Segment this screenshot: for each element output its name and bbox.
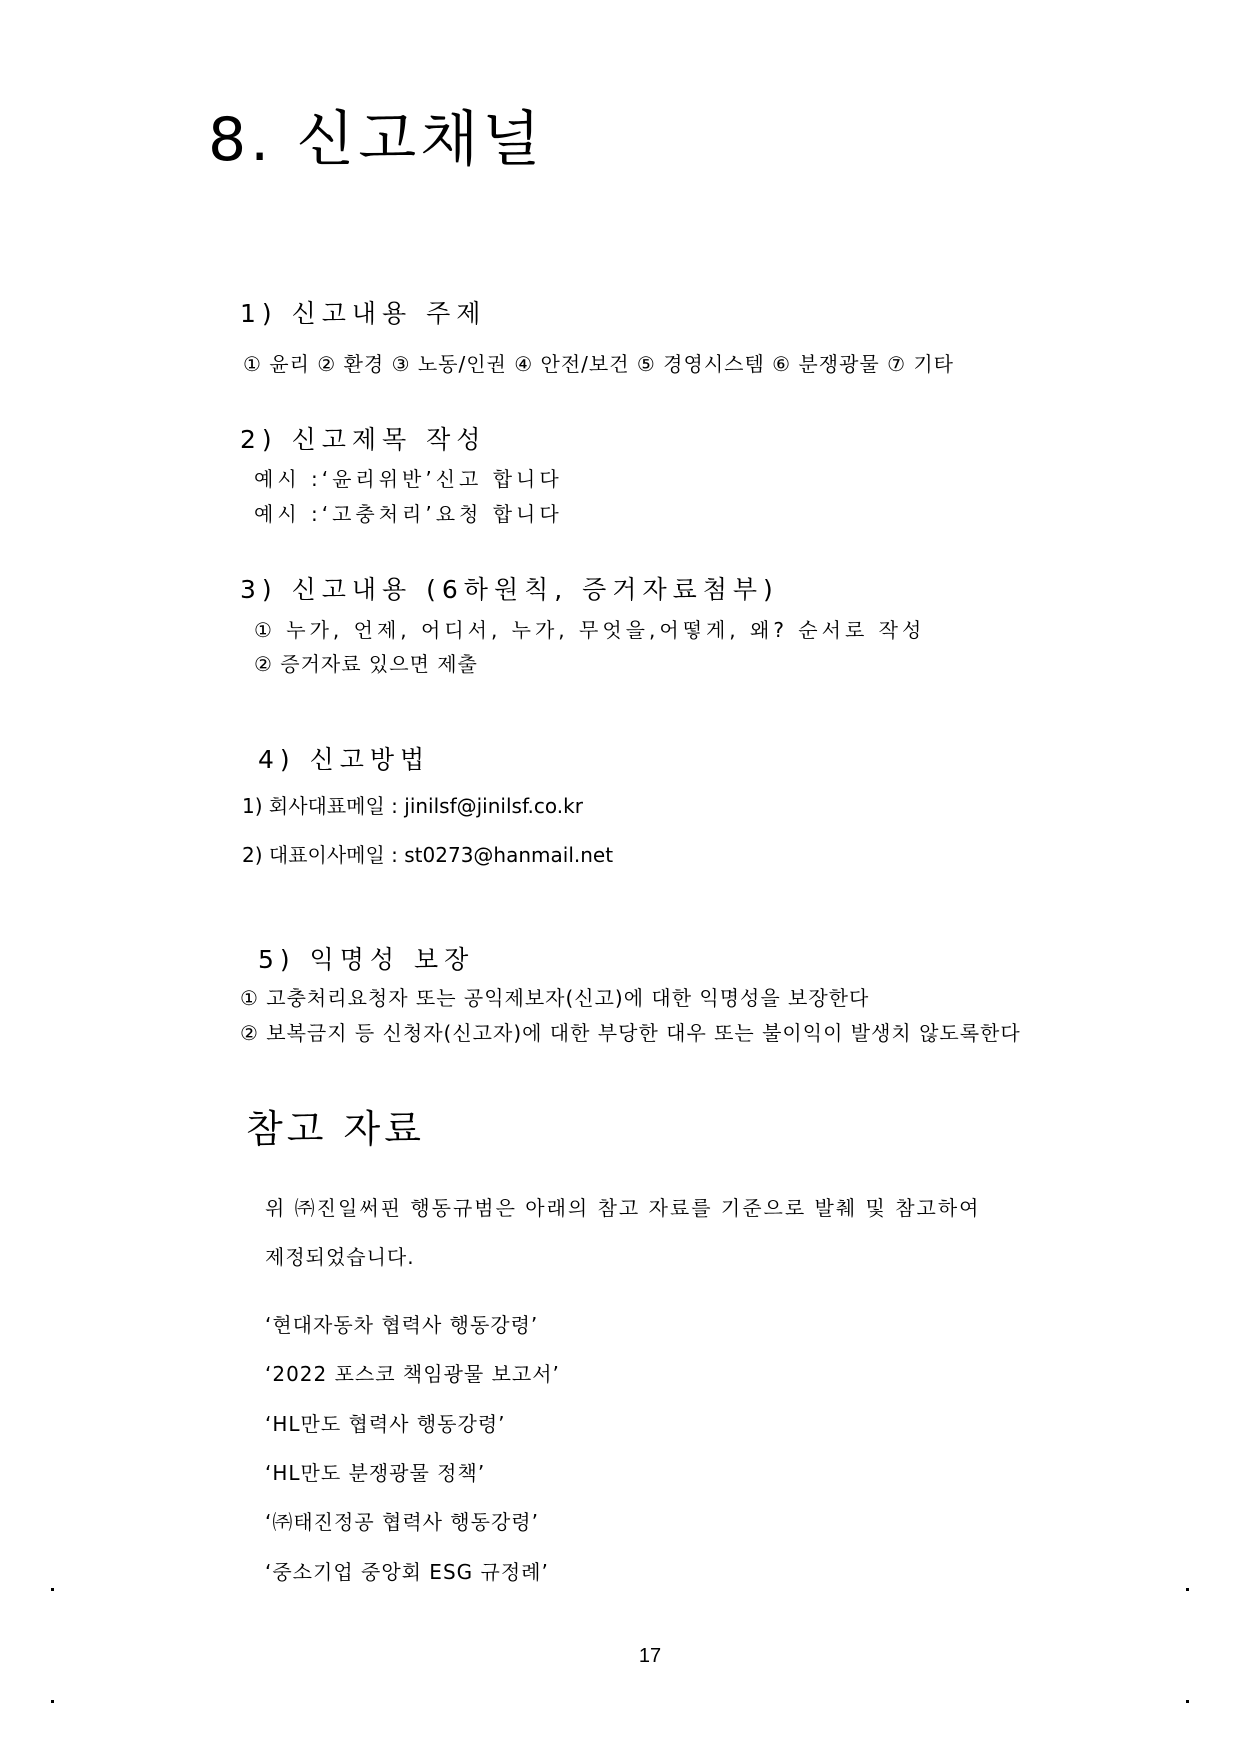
- section-5-heading: 5) 익명성 보장: [258, 945, 475, 974]
- reference-item: ‘중소기업 중앙회 ESG 규정례’: [265, 1560, 549, 1584]
- section-3-heading: 3) 신고내용 (6하원칙, 증거자료첨부): [240, 575, 779, 604]
- corner-mark: [1186, 1700, 1189, 1703]
- reference-item: ‘HL만도 분쟁광물 정책’: [265, 1461, 486, 1485]
- section-2-heading: 2) 신고제목 작성: [240, 425, 487, 454]
- reference-item: ‘현대자동차 협력사 행동강령’: [265, 1313, 539, 1337]
- section-5-line-2: ② 보복금지 등 신청자(신고자)에 대한 부당한 대우 또는 불이익이 발생치 않도록한다: [240, 1021, 1021, 1045]
- section-3-line-2: ② 증거자료 있으면 제출: [254, 652, 478, 676]
- section-4-line-2: 2) 대표이사메일 : st0273@hanmail.net: [242, 843, 614, 867]
- section-1-heading: 1) 신고내용 주제: [240, 299, 487, 328]
- page-title: 8. 신고채널: [208, 105, 545, 175]
- references-title: 참고 자료: [246, 1107, 425, 1151]
- corner-mark: [1186, 1588, 1189, 1591]
- corner-mark: [51, 1700, 54, 1703]
- corner-mark: [51, 1588, 54, 1591]
- references-intro-line-2: 제정되었습니다.: [265, 1245, 415, 1269]
- reference-item: ‘HL만도 협력사 행동강령’: [265, 1412, 506, 1436]
- reference-item: ‘2022 포스코 책임광물 보고서’: [265, 1362, 560, 1386]
- section-2-line-2: 예시 :‘고충처리’요청 합니다: [254, 502, 563, 526]
- section-1-line-1: ① 윤리 ② 환경 ③ 노동/인권 ④ 안전/보건 ⑤ 경영시스템 ⑥ 분쟁광물 ⑦ 기타: [243, 352, 954, 376]
- section-5-line-1: ① 고충처리요청자 또는 공익제보자(신고)에 대한 익명성을 보장한다: [240, 986, 870, 1010]
- reference-item: ‘㈜태진정공 협력사 행동강령’: [265, 1510, 539, 1534]
- page-number: 17: [638, 1645, 662, 1667]
- section-3-line-1: ① 누가, 언제, 어디서, 누가, 무엇을,어떻게, 왜? 순서로 작성: [254, 618, 926, 642]
- section-4-heading: 4) 신고방법: [258, 745, 431, 774]
- section-4-line-1: 1) 회사대표메일 : jinilsf@jinilsf.co.kr: [242, 794, 583, 818]
- section-2-line-1: 예시 :‘윤리위반’신고 합니다: [254, 467, 563, 491]
- references-intro-line-1: 위 ㈜진일써핀 행동규범은 아래의 참고 자료를 기준으로 발췌 및 참고하여: [265, 1196, 981, 1220]
